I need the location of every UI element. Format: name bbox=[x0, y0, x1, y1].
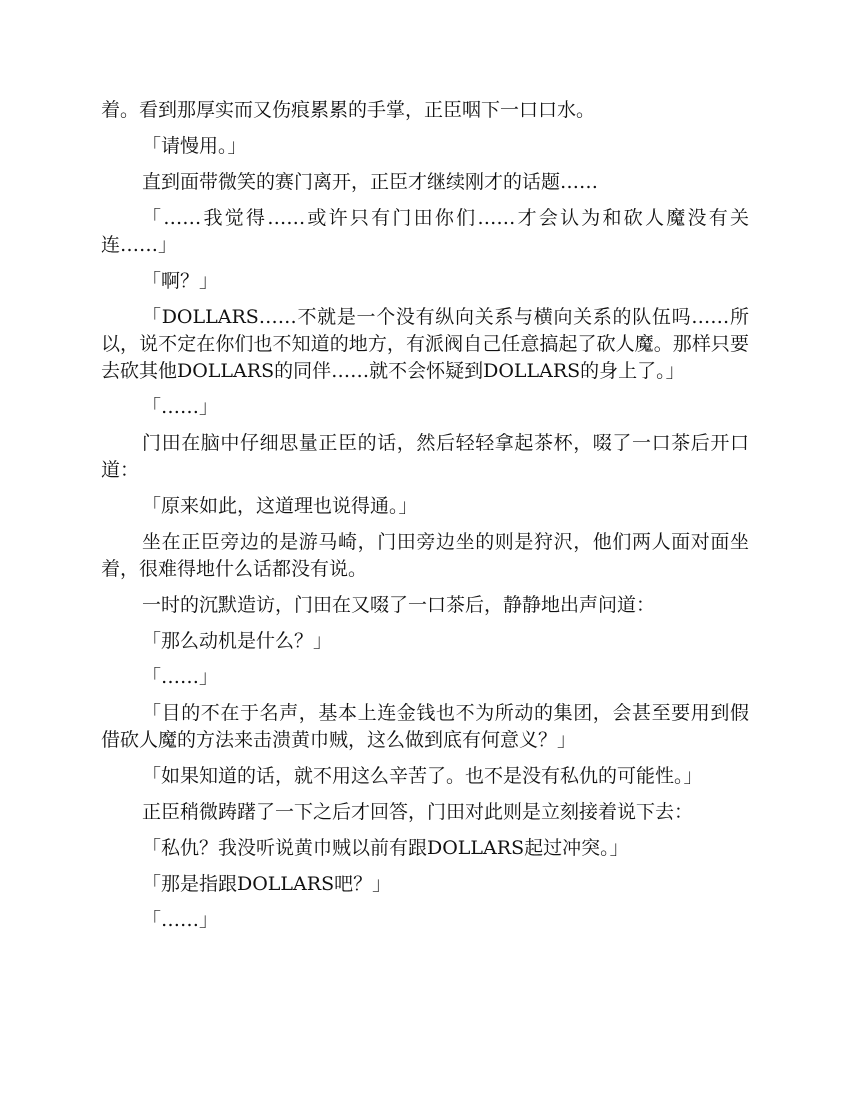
paragraph-16: 正臣稍微踌躇了一下之后才回答，门田对此则是立刻接着说下去： bbox=[142, 801, 694, 823]
paragraph-2: 「请慢用。」 bbox=[142, 135, 247, 157]
paragraph-13: 「……」 bbox=[142, 666, 219, 688]
paragraph-11: 一时的沉默造访，门田在又啜了一口茶后，静静地出声问道： bbox=[142, 594, 656, 616]
paragraph-7: 「……」 bbox=[142, 396, 219, 418]
paragraph-15: 「如果知道的话，就不用这么辛苦了。也不是没有私仇的可能性。」 bbox=[142, 765, 703, 787]
paragraph-17: 「私仇？我没听说黄巾贼以前有跟DOLLARS起过冲突。」 bbox=[142, 837, 629, 859]
paragraph-9: 「原来如此，这道理也说得通。」 bbox=[142, 495, 418, 517]
paragraph-18: 「那是指跟DOLLARS吧？」 bbox=[142, 873, 392, 895]
paragraph-3: 直到面带微笑的赛门离开，正臣才继续刚才的话题…… bbox=[142, 171, 599, 193]
paragraph-10: 坐在正臣旁边的是游马崎，门田旁边坐的则是狩沢，他们两人面对面坐着，很难得地什么话都没有说。 bbox=[101, 531, 749, 580]
paragraph-6: 「DOLLARS……不就是一个没有纵向关系与横向关系的队伍吗……所以，说不定在你们也不知道的地方，有派阀自己任意搞起了砍人魔。那样只要去砍其他DOLLARS的同伴……就不会怀疑到DOLLARS的身上了。」 bbox=[101, 306, 749, 382]
paragraph-12: 「那么动机是什么？」 bbox=[142, 630, 333, 652]
paragraph-19: 「……」 bbox=[142, 909, 219, 931]
document-page bbox=[101, 97, 749, 943]
paragraph-8: 门田在脑中仔细思量正臣的话，然后轻轻拿起茶杯，啜了一口茶后开口道： bbox=[101, 432, 749, 481]
paragraph-14: 「目的不在于名声，基本上连金钱也不为所动的集团，会甚至要用到假借砍人魔的方法来击溃黄巾贼，这么做到底有何意义？」 bbox=[101, 702, 749, 751]
paragraph-4: 「……我觉得……或许只有门田你们……才会认为和砍人魔没有关连……」 bbox=[101, 207, 749, 256]
paragraph-1: 着。看到那厚实而又伤痕累累的手掌，正臣咽下一口口水。 bbox=[101, 99, 596, 121]
paragraph-5: 「啊？」 bbox=[142, 270, 219, 292]
